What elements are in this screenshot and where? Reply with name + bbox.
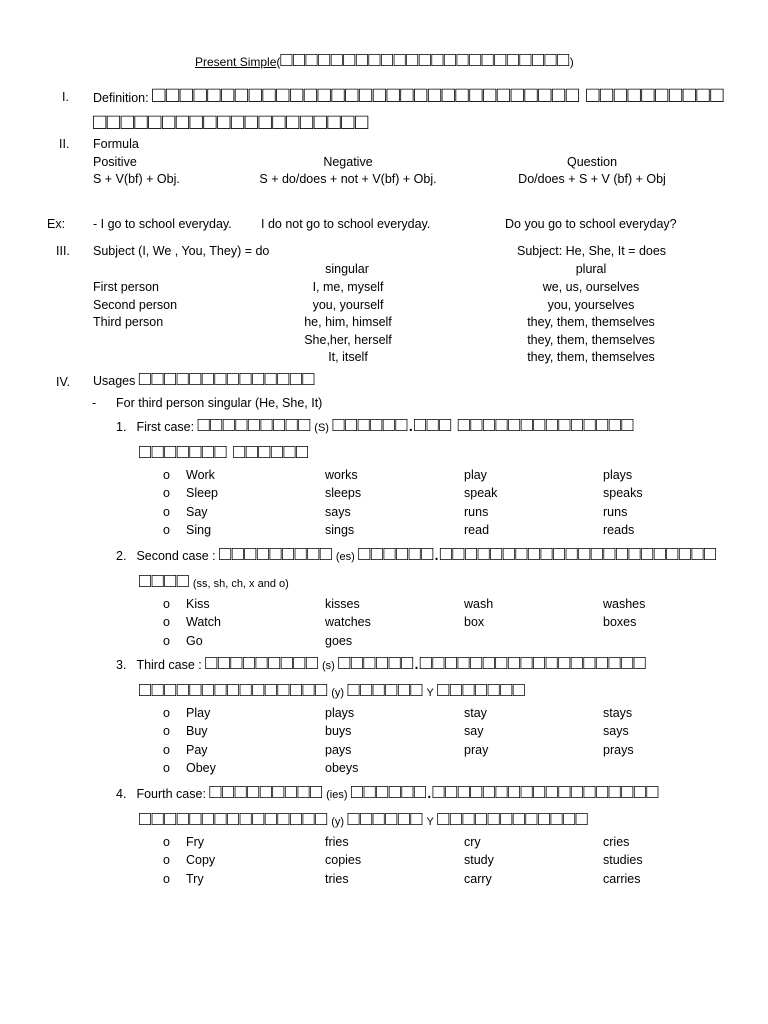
verb-word: Watch [186, 615, 221, 630]
pronoun-row-label: First person [93, 280, 159, 294]
verb-word: wash [464, 597, 494, 611]
pronoun-plural: they, them, themselves [527, 315, 655, 329]
verb-word: sings [325, 522, 355, 537]
verb-word: study [464, 853, 494, 868]
verb-word: sleeps [325, 486, 362, 501]
case-khmer-line2-c: □□□□□□□ [437, 679, 526, 701]
verb-word: plays [603, 468, 633, 482]
subject-does: Subject: He, She, It = does [517, 244, 667, 258]
bullet-icon: o [163, 706, 170, 720]
verb-word: works [325, 468, 358, 482]
case-heading [116, 653, 646, 673]
case-khmer-3: .□□□□□□□□□□□□□□□□□□ [413, 652, 647, 674]
title-text: Present Simple [195, 55, 277, 69]
case-heading [116, 782, 659, 802]
verb-word: Sleep [186, 486, 218, 501]
case-tag: (es) [335, 551, 355, 563]
bullet-icon: o [163, 468, 170, 482]
case-heading [116, 415, 634, 435]
verb-word: speak [464, 486, 498, 501]
case-letters: (ss, sh, ch, x and o) [192, 578, 289, 590]
verb-word: prays [603, 742, 634, 757]
case-number: 1. [116, 420, 127, 434]
negative-header: Negative [323, 155, 373, 169]
verb-word: Kiss [186, 597, 210, 611]
verb-word: play [464, 468, 487, 482]
page-title [195, 50, 574, 70]
sec2-num: II. [59, 137, 70, 151]
bullet-icon: o [163, 724, 170, 739]
case-khmer-2: □□□□□□ [338, 652, 414, 674]
verb-word: say [464, 724, 484, 739]
case-label: Third case : [136, 658, 202, 672]
pronoun-singular: you, yourself [312, 298, 384, 312]
bullet-icon: o [163, 504, 170, 519]
case-khmer-line2: □□□□□□□□□□□□□□□ [139, 808, 328, 830]
verb-word: watches [325, 615, 371, 630]
definition-khmer-1: □□□□□□□□□□□□□□□□□□□□□□□□□□□□□□□ □□□□□□□□□□ [152, 82, 725, 107]
case-khmer-line2-b: □□□□□□ [347, 808, 423, 830]
case-heading [116, 544, 717, 564]
verb-word: goes [325, 633, 353, 648]
example-label: Ex: [47, 217, 66, 231]
usages-dash: - [92, 396, 97, 410]
case-y-letter: Y [426, 816, 434, 828]
case-khmer-3: .□□□□□□□□□□□□□□□□□□ [426, 781, 659, 803]
verb-word: carries [603, 871, 641, 886]
verb-word: boxes [603, 615, 637, 630]
verb-word: runs [603, 504, 628, 519]
case-number: 4. [116, 787, 127, 801]
case-label: Fourth case: [136, 787, 206, 801]
formula-positive: S + V(bf) + Obj. [93, 172, 180, 186]
formula-negative: S + do/does + not + V(bf) + Obj. [259, 172, 437, 186]
pronoun-singular: he, him, himself [304, 315, 392, 329]
sec4-num: IV. [56, 375, 71, 389]
case-heading-line2 [139, 680, 525, 700]
pronoun-singular: She,her, herself [304, 333, 392, 347]
verb-word: Play [186, 706, 211, 720]
case-khmer-line2: □□□□□□□ □□□□□□ [139, 441, 309, 463]
bullet-icon: o [163, 871, 170, 886]
case-khmer-2: □□□□□□ [358, 543, 434, 565]
case-khmer-3: .□□□ □□□□□□□□□□□□□□ [407, 414, 634, 436]
case-tag: (s) [321, 660, 335, 672]
case-khmer-1: □□□□□□□□□ [219, 543, 333, 565]
case-heading-line2 [139, 442, 309, 462]
verb-word: fries [325, 835, 349, 849]
pronoun-plural: they, them, themselves [527, 350, 655, 364]
pronoun-row-label: Third person [93, 315, 164, 329]
case-khmer-2: □□□□□□ [332, 414, 408, 436]
case-khmer-line2: □□□□□□□□□□□□□□□ [139, 679, 328, 701]
title-paren-close: ) [569, 55, 574, 69]
usages-khmer: □□□□□□□□□□□□□□ [138, 368, 315, 390]
verb-word: cry [464, 835, 481, 849]
verb-word: buys [325, 724, 352, 739]
formula-question: Do/does + S + V (bf) + Obj [518, 172, 666, 186]
verb-word: Obey [186, 760, 216, 775]
verb-word: tries [325, 871, 349, 886]
case-number: 2. [116, 549, 127, 563]
bullet-icon: o [163, 760, 170, 775]
definition-label: Definition: [93, 91, 149, 105]
verb-word: says [325, 504, 351, 519]
verb-word: says [603, 724, 629, 739]
verb-word: box [464, 615, 485, 630]
usages-label: Usages [93, 374, 136, 388]
verb-word: Try [186, 871, 204, 886]
verb-word: washes [603, 597, 646, 611]
case-khmer-line2-b: □□□□□□ [347, 679, 423, 701]
definition-khmer-2: □□□□□□□□□□□□□□□□□□□□ [93, 109, 369, 134]
usages-heading [93, 369, 315, 389]
case-khmer-line2: □□□□ [139, 570, 190, 592]
case-number: 3. [116, 658, 127, 672]
case-khmer-1: □□□□□□□□□ [197, 414, 311, 436]
case-khmer-2: □□□□□□ [351, 781, 427, 803]
verb-word: read [464, 522, 490, 537]
bullet-icon: o [163, 633, 170, 648]
pronoun-row-label: Second person [93, 298, 178, 312]
subject-do: Subject (I, We , You, They) = do [93, 244, 270, 258]
bullet-icon: o [163, 522, 170, 537]
verb-word: carry [464, 871, 492, 886]
verb-word: Go [186, 633, 203, 648]
case-khmer-1: □□□□□□□□□ [205, 652, 319, 674]
case-y-tag: (y) [331, 816, 345, 828]
verb-word: pays [325, 742, 352, 757]
question-header: Question [566, 155, 618, 169]
verb-word: Buy [186, 724, 208, 739]
pronoun-singular: I, me, myself [312, 280, 384, 294]
singular-header: singular [325, 262, 369, 276]
example-positive: - I go to school everyday. [93, 217, 232, 231]
verb-word: reads [603, 522, 635, 537]
usages-subtitle: For third person singular (He, She, It) [116, 396, 323, 410]
bullet-icon: o [163, 486, 170, 501]
example-negative: I do not go to school everyday. [261, 217, 431, 231]
title-paren-open: ( [276, 55, 281, 69]
sec1-num: I. [62, 90, 69, 104]
case-khmer-1: □□□□□□□□□ [209, 781, 323, 803]
verb-word: studies [603, 853, 643, 868]
bullet-icon: o [163, 615, 170, 630]
case-heading-line2 [139, 809, 588, 829]
verb-word: Work [186, 468, 215, 482]
bullet-icon: o [163, 835, 170, 849]
case-tag: (ies) [326, 789, 348, 801]
sec3-num: III. [56, 244, 70, 258]
verb-word: runs [464, 504, 489, 519]
title-khmer: □□□□□□□□□□□□□□□□□□□□□□□ [280, 49, 570, 71]
verb-word: pray [464, 742, 489, 757]
case-heading-line2 [139, 571, 289, 591]
sec1-label [93, 84, 724, 106]
case-tag: (S) [314, 422, 329, 434]
verb-word: Say [186, 504, 208, 519]
verb-word: Pay [186, 742, 208, 757]
verb-word: stays [603, 706, 633, 720]
verb-word: speaks [603, 486, 643, 501]
plural-header: plural [575, 262, 607, 276]
case-khmer-3: .□□□□□□□□□□□□□□□□□□□□□□ [433, 543, 717, 565]
bullet-icon: o [163, 853, 170, 868]
pronoun-plural: we, us, ourselves [542, 280, 640, 294]
pronoun-singular: It, itself [328, 350, 368, 364]
verb-word: obeys [325, 760, 359, 775]
case-label: Second case : [136, 549, 216, 563]
verb-word: plays [325, 706, 355, 720]
verb-word: Copy [186, 853, 216, 868]
verb-word: copies [325, 853, 362, 868]
verb-word: kisses [325, 597, 360, 611]
pronoun-plural: you, yourselves [547, 298, 635, 312]
case-khmer-line2-c: □□□□□□□□□□□□ [437, 808, 589, 830]
bullet-icon: o [163, 597, 170, 611]
verb-word: cries [603, 835, 630, 849]
case-y-tag: (y) [331, 687, 345, 699]
verb-word: Sing [186, 522, 212, 537]
case-y-letter: Y [426, 687, 434, 699]
verb-word: Fry [186, 835, 205, 849]
positive-header: Positive [93, 155, 137, 169]
bullet-icon: o [163, 742, 170, 757]
verb-word: stay [464, 706, 487, 720]
example-question: Do you go to school everyday? [505, 217, 677, 231]
formula-label: Formula [93, 137, 139, 151]
case-label: First case: [136, 420, 195, 434]
pronoun-plural: they, them, themselves [527, 333, 655, 347]
